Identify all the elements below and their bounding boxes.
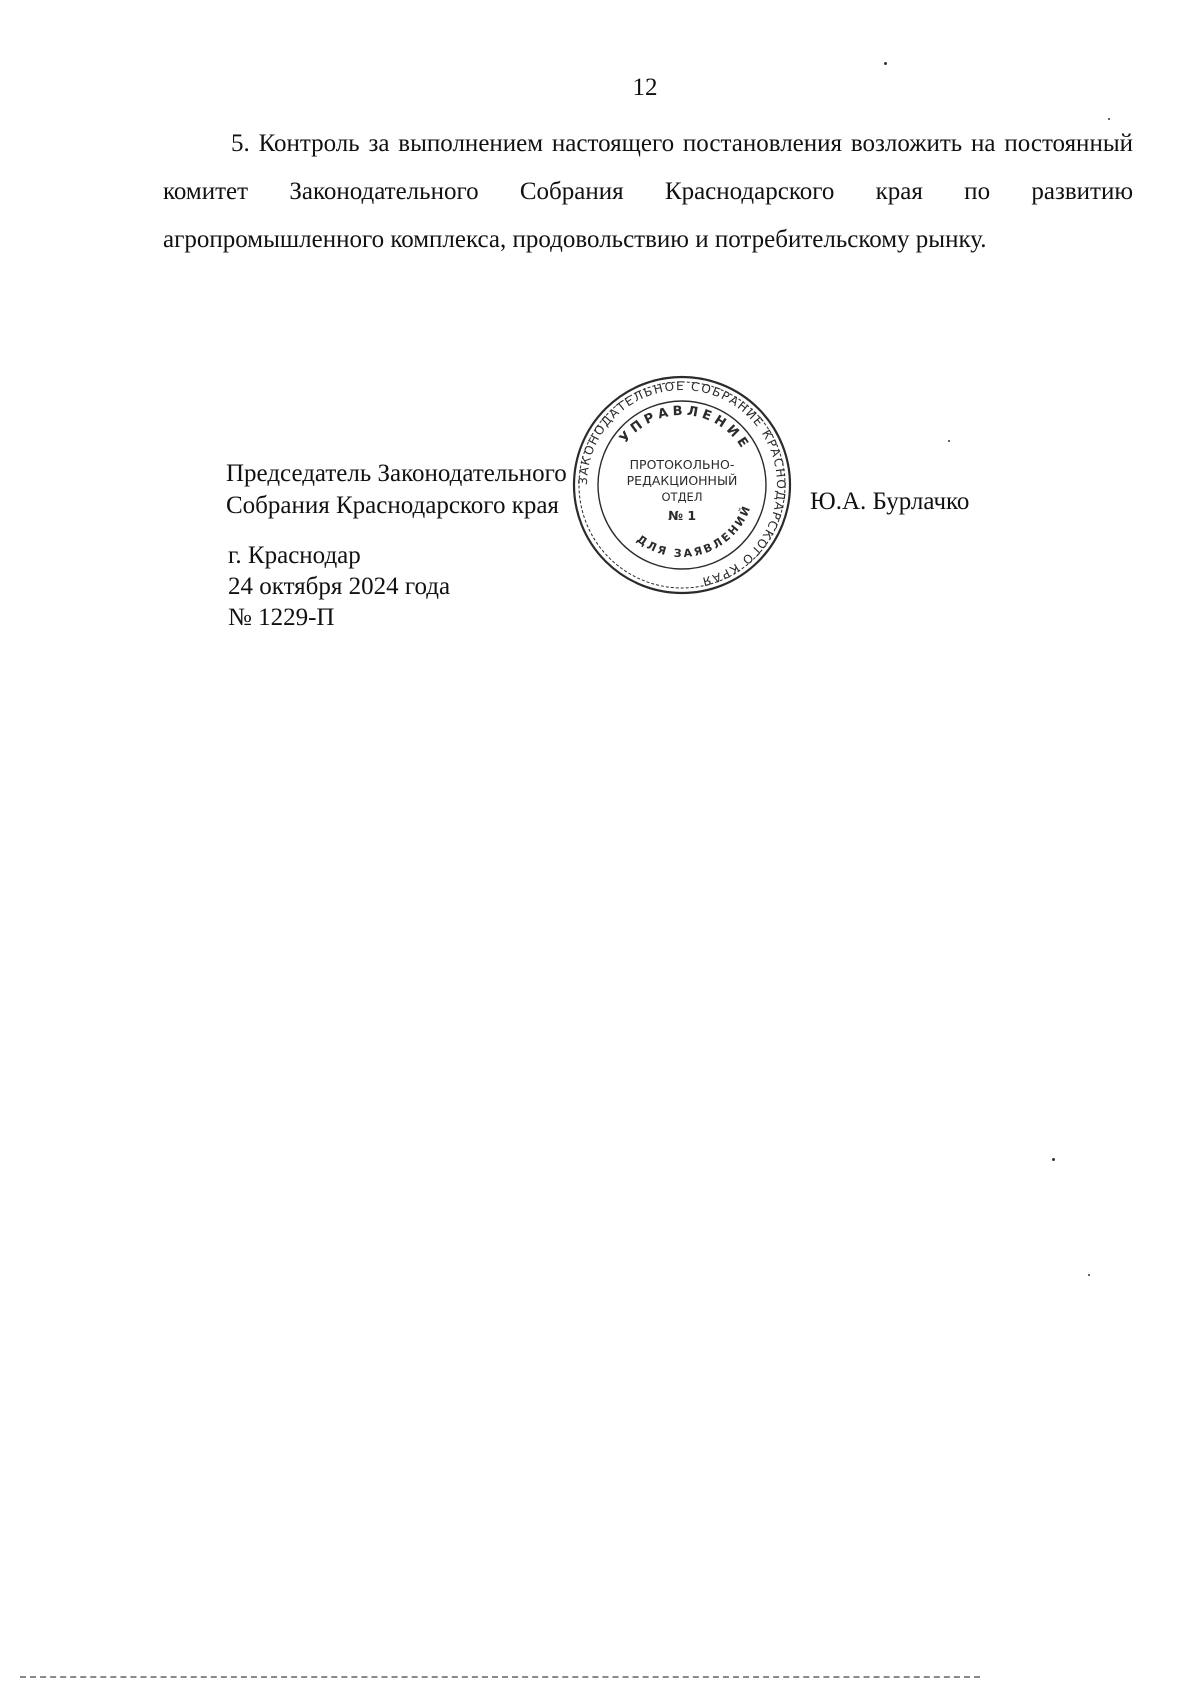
seal-inner-text: УПРАВЛЕНИЕ	[616, 403, 753, 454]
seal-line3: ОТДЕЛ	[661, 490, 703, 504]
document-place-date	[228, 540, 450, 633]
scan-footer-line	[20, 1676, 980, 1678]
document-date: 24 октября 2024 года	[228, 573, 451, 600]
document-city: г. Краснодар	[228, 542, 361, 569]
official-seal-stamp	[570, 373, 794, 597]
scan-speck	[1052, 1158, 1055, 1161]
paragraph-item-5: 5. Контроль за выполнением настоящего постановления возложить на постоянный комитет Законодательного Собрания Краснодарского края по развитию агропромышленного комплекса, продовольствию и потребительскому рынку.	[163, 130, 1133, 253]
scan-speck	[948, 440, 950, 442]
seal-line1: ПРОТОКОЛЬНО-	[629, 457, 735, 472]
signatory-name: Ю.А. Бурлачко	[810, 488, 970, 515]
seal-outer-text: ЗАКОНОДАТЕЛЬНОЕ СОБРАНИЕ КРАСНОДАРСКОГО КРАЯ	[575, 378, 789, 589]
seal-bottom-text: ДЛЯ ЗАЯВЛЕНИЙ	[634, 502, 754, 561]
scan-speck	[1108, 118, 1110, 120]
document-number: № 1229-П	[228, 604, 335, 631]
signatory-title-line2: Собрания Краснодарского края	[226, 492, 559, 519]
scan-speck	[1088, 1274, 1090, 1276]
seal-line4: № 1	[667, 508, 697, 523]
signatory-title	[226, 458, 567, 522]
scan-speck	[884, 62, 887, 65]
svg-text:УПРАВЛЕНИЕ	[617, 404, 753, 454]
signatory-title-line1: Председатель Законодательного	[226, 460, 567, 487]
seal-line2: РЕДАКЦИОННЫЙ	[626, 473, 738, 488]
page-number: 12	[632, 74, 658, 101]
